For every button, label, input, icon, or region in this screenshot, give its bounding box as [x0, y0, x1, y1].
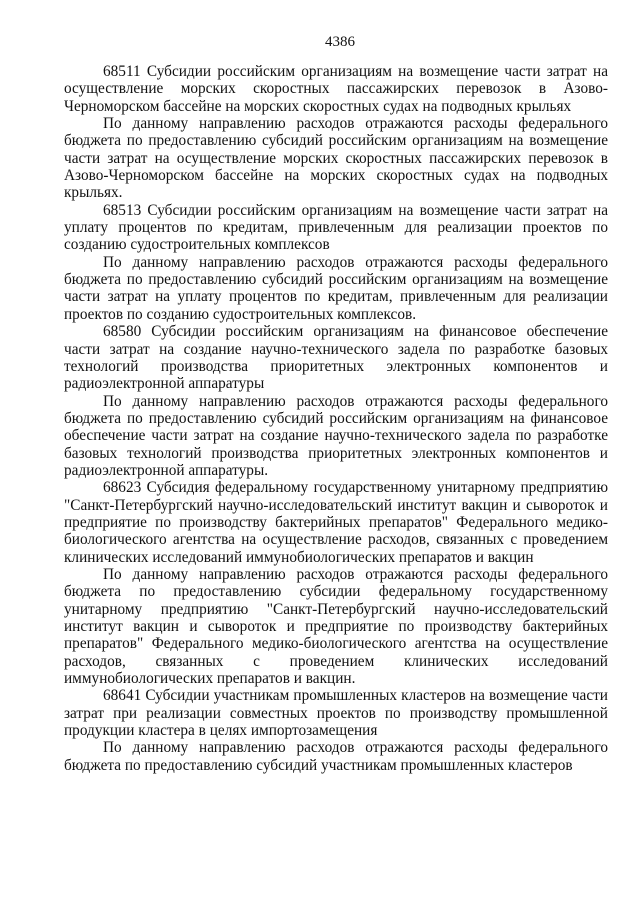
paragraph-68511-title: 68511 Субсидии российским организациям на возмещение части затрат на осуществление морских скоростных пассажирских перевозок в Азово-Черноморском бассейне на морских скоростных судах на подводных крыльях	[64, 63, 608, 115]
paragraph-68511-description: По данному направлению расходов отражаются расходы федерального бюджета по предоставлению субсидий российским организациям на возмещение части затрат на осуществление морских скоростных пассажирских перевозок в Азово-Черноморском бассейне на морских скоростных судах на подводных крыльях.	[64, 115, 608, 202]
paragraph-68623-description: По данному направлению расходов отражаются расходы федерального бюджета по предоставлению субсидии федеральному государственному унитарному предприятию "Санкт-Петербургский научно-исследовательский институт вакцин и сывороток и предприятие по производству бактерийных препаратов" Федерального медико-биологического агентства на осуществление расходов, связанных с проведением клинических исследований иммунобиологических препаратов и вакцин.	[64, 565, 608, 688]
paragraph-68513-description: По данному направлению расходов отражаются расходы федерального бюджета по предоставлению субсидий российским организациям на возмещение части затрат на уплату процентов по кредитам, привлеченным для реализации проектов по созданию судостроительных комплексов.	[64, 253, 608, 323]
paragraph-68623-title: 68623 Субсидия федеральному государственному унитарному предприятию "Санкт-Петербургский научно-исследовательский институт вакцин и сывороток и предприятие по производству бактерийных препаратов" Федерального медико-биологического агентства на осуществление расходов, связанных с проведением клинических исследований иммунобиологических препаратов и вакцин	[64, 479, 608, 566]
paragraph-68641-title: 68641 Субсидии участникам промышленных кластеров на возмещение части затрат при реализации совместных проектов по производству промышленной продукции кластера в целях импортозамещения	[64, 687, 608, 740]
paragraph-68513-title: 68513 Субсидии российским организациям на возмещение части затрат на уплату процентов по кредитам, привлеченным для реализации проектов по созданию судостроительных комплексов	[64, 201, 608, 254]
paragraph-68580-description: По данному направлению расходов отражаются расходы федерального бюджета по предоставлению субсидий российским организациям на финансовое обеспечение части затрат на создание научно-технического задела по разработке базовых технологий производства приоритетных электронных компонентов и радиоэлектронной аппаратуры.	[64, 392, 608, 479]
page-number: 4386	[325, 34, 355, 50]
paragraph-68641-description: По данному направлению расходов отражаются расходы федерального бюджета по предоставлению субсидий участникам промышленных кластеров	[64, 739, 608, 774]
paragraph-68580-title: 68580 Субсидии российским организациям на финансовое обеспечение части затрат на создание научно-технического задела по разработке базовых технологий производства приоритетных электронных компонентов и радиоэлектронной аппаратуры	[64, 323, 608, 393]
